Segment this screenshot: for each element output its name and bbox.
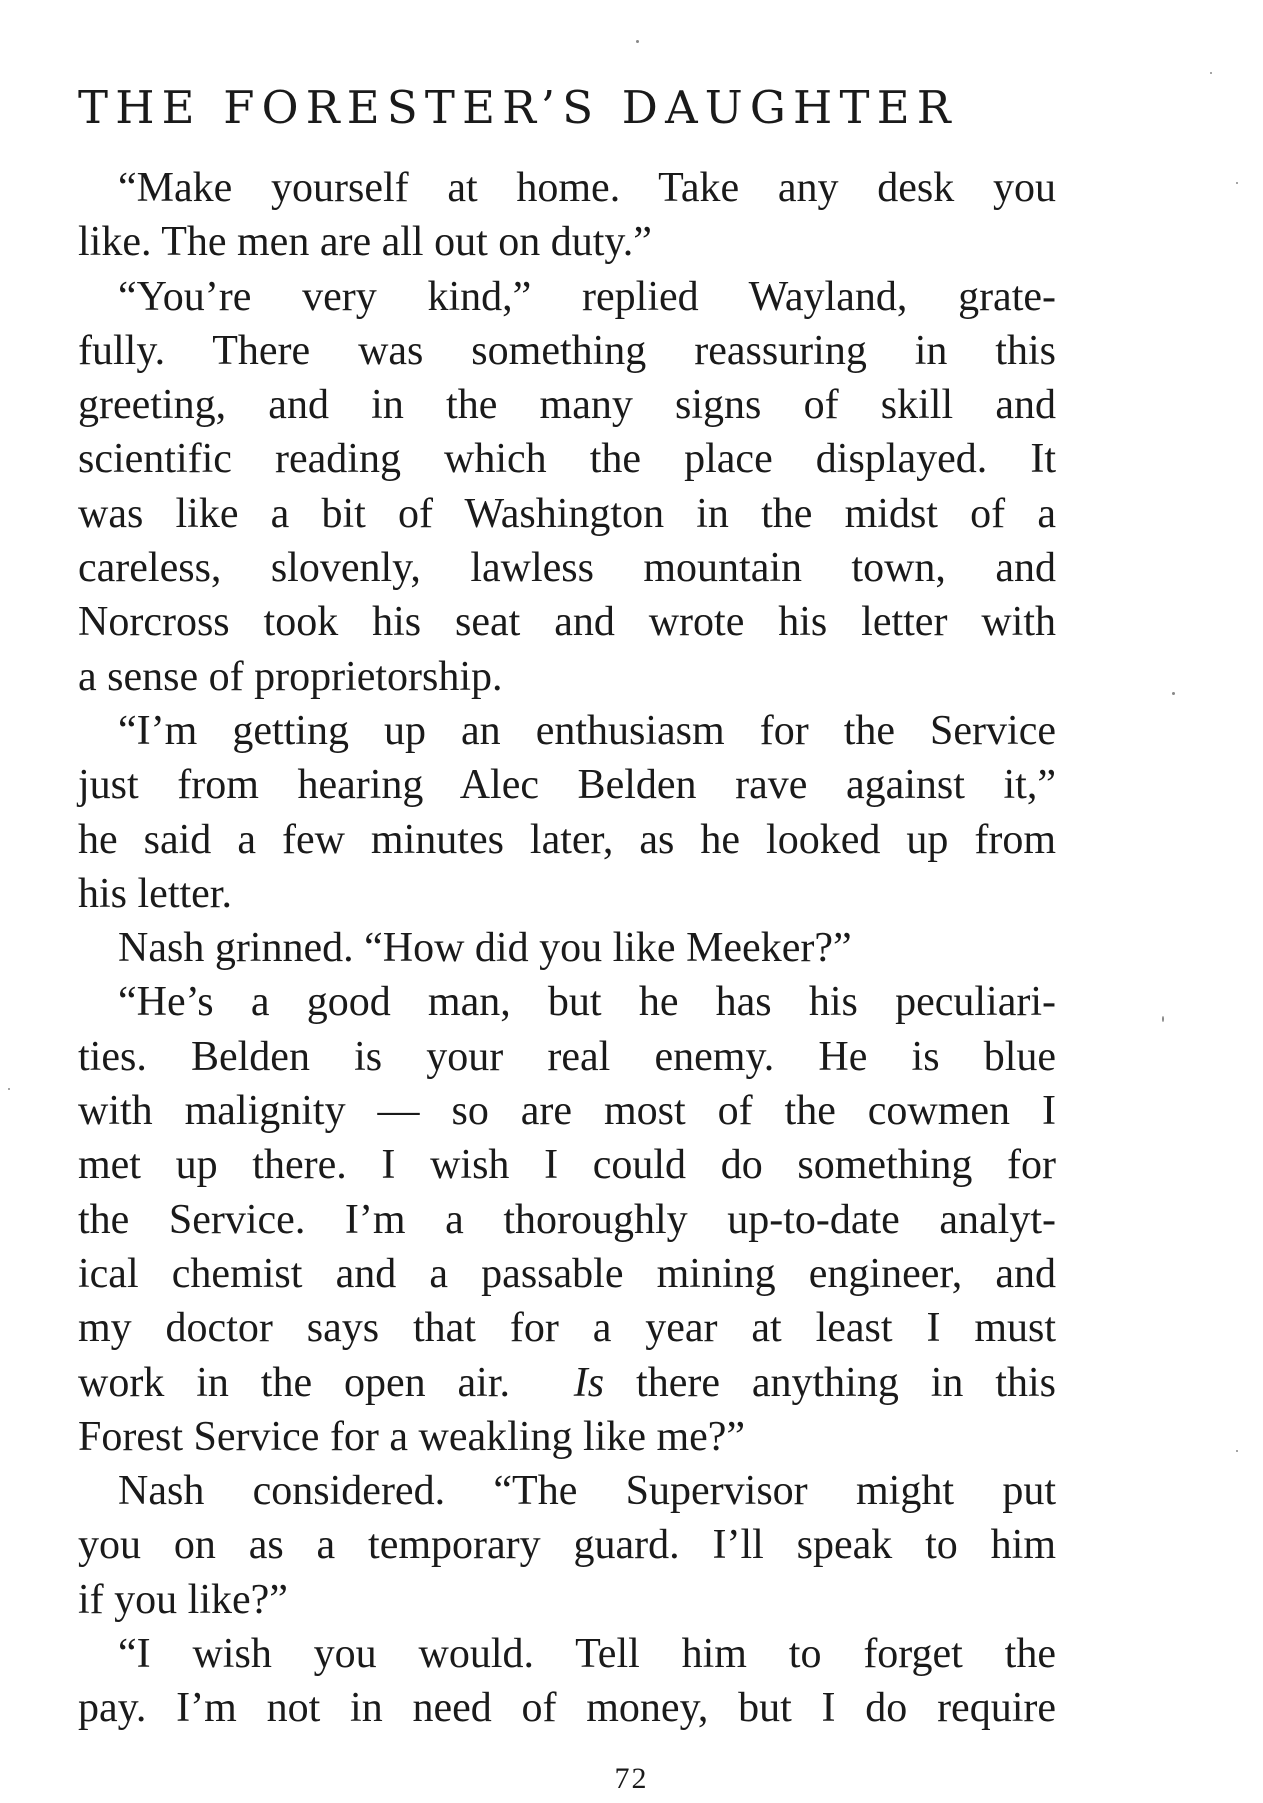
scan-speck <box>1236 182 1238 184</box>
paragraph <box>78 975 1056 1464</box>
paragraph <box>78 1464 1056 1627</box>
text-line: Nash grinned. “How did you like Meeker?” <box>118 925 852 972</box>
text-line: “He’s a good man, but he has his peculiari- <box>118 979 1056 1026</box>
text-line: “I wish you would. Tell him to forget the <box>118 1631 1056 1678</box>
text-line: “You’re very kind,” replied Wayland, grate- <box>118 273 1056 320</box>
paragraph <box>78 161 1056 270</box>
emphasis-word: Is <box>573 1359 605 1406</box>
text-line: he said a few minutes later, as he looked up from <box>78 816 1056 863</box>
text-line: my doctor says that for a year at least I must <box>78 1305 1056 1352</box>
text-line: pay. I’m not in need of money, but I do require <box>78 1685 1056 1732</box>
paragraph <box>78 704 1056 921</box>
book-page <box>78 60 1056 1736</box>
scan-speck <box>8 1088 10 1090</box>
text-line: met up there. I wish I could do something for <box>78 1142 1056 1189</box>
text-line: you on as a temporary guard. I’ll speak to him <box>78 1522 1056 1569</box>
text-line: if you like?” <box>78 1576 288 1623</box>
running-head: THE FORESTER’S DAUGHTER <box>78 81 958 134</box>
text-run: work in the open air. <box>78 1359 574 1406</box>
text-line: fully. There was something reassuring in this <box>78 327 1056 374</box>
text-line: Nash considered. “The Supervisor might put <box>118 1468 1056 1515</box>
paragraph <box>78 270 1056 704</box>
paragraph <box>78 921 1056 975</box>
text-line: Norcross took his seat and wrote his letter with <box>78 599 1056 646</box>
text-line: scientific reading which the place displayed. It <box>78 436 1056 483</box>
text-line: like. The men are all out on duty.” <box>78 219 652 266</box>
text-line-with-emphasis <box>78 1356 1056 1410</box>
scan-speck <box>636 40 639 43</box>
text-line: just from hearing Alec Belden rave against it,” <box>78 762 1056 809</box>
scan-speck <box>1210 72 1212 74</box>
text-line: ical chemist and a passable mining engineer, and <box>78 1250 1056 1297</box>
text-line: with malignity — so are most of the cowmen I <box>78 1088 1056 1135</box>
text-line: ties. Belden is your real enemy. He is blue <box>78 1033 1056 1080</box>
text-line: the Service. I’m a thoroughly up-to-date analyt- <box>78 1196 1056 1243</box>
scan-speck <box>1172 692 1175 695</box>
text-line: greeting, and in the many signs of skill and <box>78 382 1056 429</box>
text-line: his letter. <box>78 870 232 917</box>
text-line: Forest Service for a weakling like me?” <box>78 1413 746 1460</box>
body-text <box>78 161 1056 1736</box>
page-number: 72 <box>614 1762 649 1795</box>
text-line: careless, slovenly, lawless mountain town, and <box>78 545 1056 592</box>
text-line: was like a bit of Washington in the midst of a <box>78 490 1056 537</box>
text-line: “I’m getting up an enthusiasm for the Service <box>118 707 1056 754</box>
paragraph <box>78 1627 1056 1736</box>
scan-speck <box>1236 1450 1238 1452</box>
scan-speck <box>1162 1016 1164 1022</box>
text-line: a sense of proprietorship. <box>78 653 503 700</box>
text-line: “Make yourself at home. Take any desk you <box>118 165 1056 211</box>
text-run: there anything in this <box>604 1359 1056 1406</box>
